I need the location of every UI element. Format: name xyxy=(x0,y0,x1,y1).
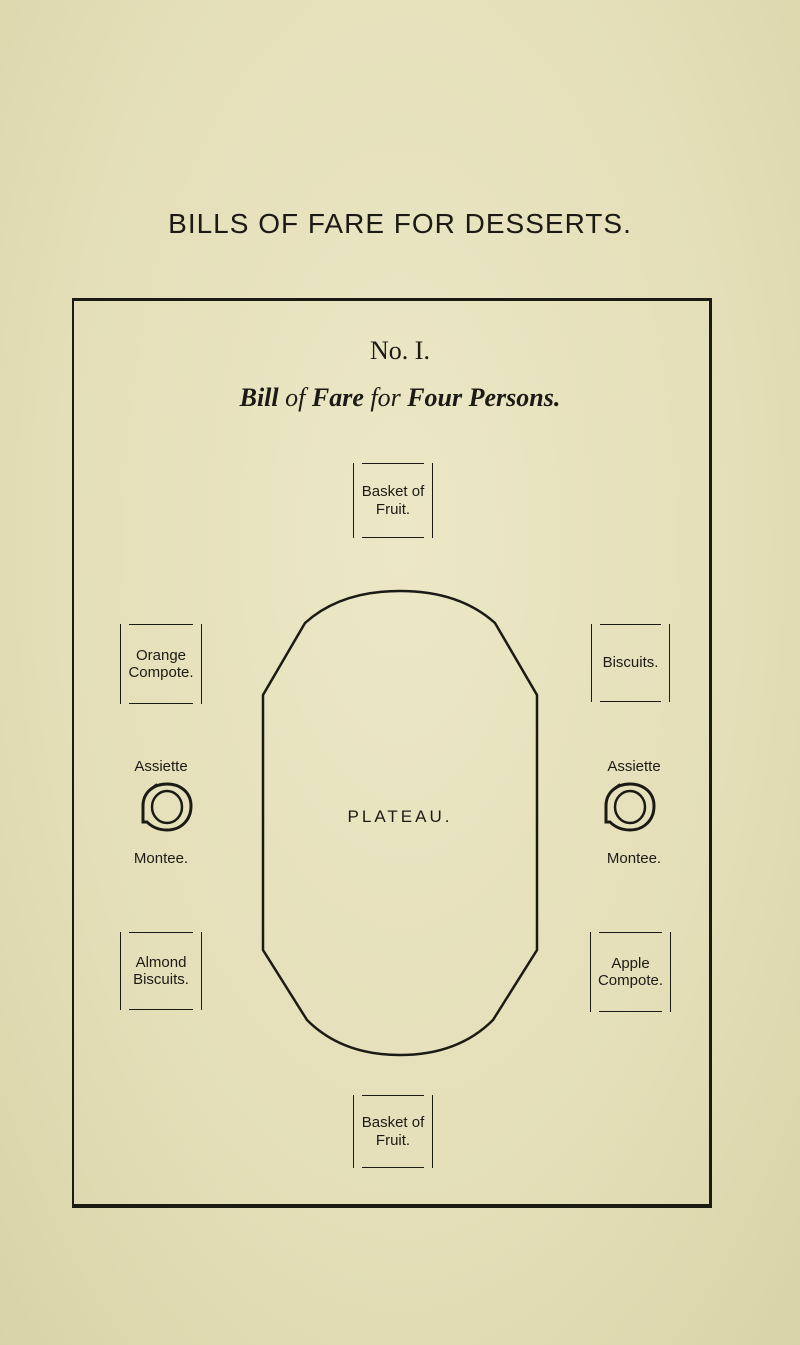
bottom-basket-dish xyxy=(353,1095,433,1168)
left-top-dish xyxy=(120,624,202,704)
page-heading: BILLS OF FARE FOR DESSERTS. xyxy=(168,208,632,239)
assiette-montee-icon xyxy=(135,780,199,836)
bill-subtitle: Bill of Fare for Four Persons. xyxy=(239,383,561,412)
right-bottom-dish xyxy=(590,932,671,1012)
top-basket-dish xyxy=(353,463,433,538)
left-montee-label: Montee. xyxy=(133,850,189,867)
plateau-label: PLATEAU. xyxy=(347,807,453,826)
left-bottom-dish-label: Almond Biscuits. xyxy=(133,953,189,988)
bottom-basket-label: Basket of Fruit. xyxy=(361,1114,425,1149)
left-top-dish-label: Orange Compote. xyxy=(128,646,194,681)
right-bottom-dish-label: Apple Compote. xyxy=(597,954,664,989)
left-assiette-label: Assiette xyxy=(134,758,188,775)
right-top-dish xyxy=(591,624,670,702)
top-basket-label: Basket of Fruit. xyxy=(361,483,425,518)
right-assiette-label: Assiette xyxy=(607,758,661,775)
right-top-dish-label: Biscuits. xyxy=(602,654,659,672)
right-montee-label: Montee. xyxy=(606,850,662,867)
bill-number: No. I. xyxy=(370,336,430,365)
assiette-montee-icon xyxy=(598,780,662,836)
left-bottom-dish xyxy=(120,932,202,1010)
